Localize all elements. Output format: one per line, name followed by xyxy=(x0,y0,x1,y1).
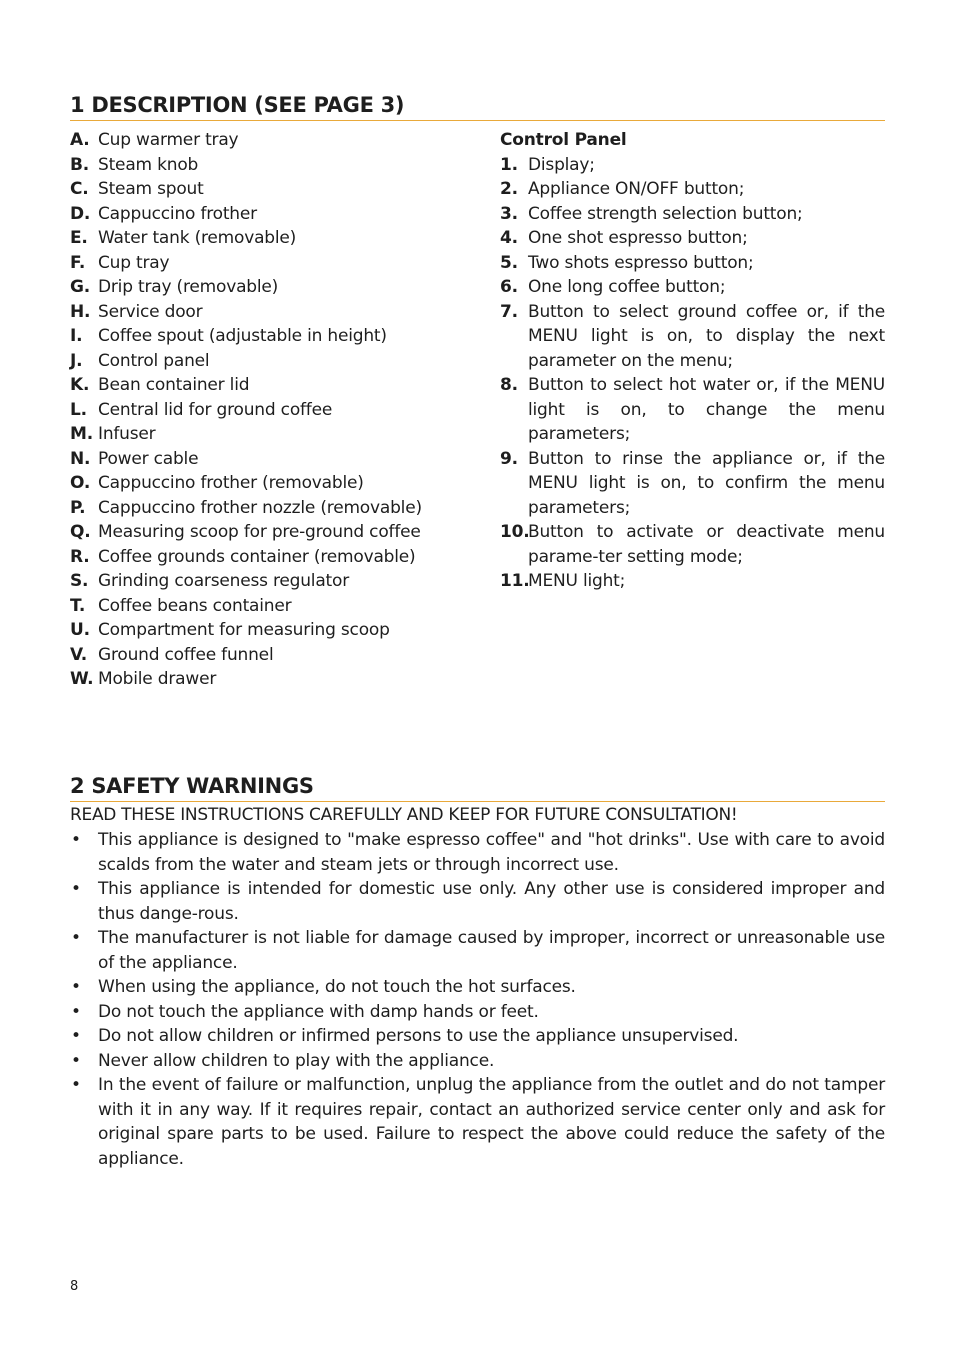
bullet-icon: • xyxy=(71,1026,81,1046)
list-item: P. Cappuccino frother nozzle (removable) xyxy=(70,497,422,518)
list-item: L. Central lid for ground coffee xyxy=(70,399,333,420)
list-item: M. Infuser xyxy=(70,424,156,444)
list-item: • This appliance is intended for domestic use only. Any other use is considered improper and thus dange-rous. xyxy=(71,879,885,924)
safety-intro: READ THESE INSTRUCTIONS CAREFULLY AND KEEP FOR FUTURE CONSULTATION! xyxy=(70,805,738,825)
list-item: 3. Coffee strength selection button; xyxy=(500,203,803,224)
list-item: R. Coffee grounds container (removable) xyxy=(70,546,416,567)
list-item: 8. Button to select hot water or, if the MENU light is on, to change the menu parameters; xyxy=(500,375,885,444)
list-item: V. Ground coffee funnel xyxy=(70,644,274,665)
list-item: I. Coffee spout (adjustable in height) xyxy=(70,326,387,346)
list-item: H. Service door xyxy=(70,301,203,322)
control-panel-block xyxy=(500,128,885,594)
list-item: W. Mobile drawer xyxy=(70,669,217,689)
safety-warnings-list xyxy=(70,828,885,1171)
list-item: C. Steam spout xyxy=(70,179,204,199)
list-item: 10. Button to activate or deactivate menu parame-ter setting mode; xyxy=(500,522,885,567)
control-panel-list xyxy=(500,153,885,594)
list-item: O. Cappuccino frother (removable) xyxy=(70,473,364,493)
page-number: 8 xyxy=(70,1279,79,1294)
list-item: T. Coffee beans container xyxy=(70,595,292,616)
section-description-title: 1 DESCRIPTION (SEE PAGE 3) xyxy=(70,92,885,121)
bullet-icon: • xyxy=(71,1050,81,1071)
list-item: • The manufacturer is not liable for damage caused by improper, incorrect or unreasonable use of the appliance. xyxy=(71,928,885,973)
list-item: • Do not touch the appliance with damp hands or feet. xyxy=(70,1000,885,1025)
list-item: 2. Appliance ON/OFF button; xyxy=(500,179,745,199)
list-item: 9. Button to rinse the appliance or, if the MENU light is on, to confirm the menu parameters; xyxy=(500,448,885,518)
bullet-icon: • xyxy=(71,977,81,997)
list-item: • This appliance is designed to "make espresso coffee" and "hot drinks". Use with care to avoid scalds from the water and steam jets or through incorrect use. xyxy=(71,830,885,875)
bullet-icon: • xyxy=(71,1001,81,1022)
list-item: K. Bean container lid xyxy=(70,375,250,395)
list-item: 4. One shot espresso button; xyxy=(500,228,748,248)
section-safety-title: 2 SAFETY WARNINGS xyxy=(70,773,885,802)
list-item: A. Cup warmer tray xyxy=(70,130,239,150)
list-item: • In the event of failure or malfunction, unplug the appliance from the outlet and do not tamper with it in any way. If it requires repair, contact an authorized service center only and ask for original spare parts to be used. Failure to respect the above could reduce the safety of the appliance. xyxy=(71,1075,885,1169)
list-item: U. Compartment for measuring scoop xyxy=(70,620,390,640)
bullet-icon: • xyxy=(71,879,81,899)
list-item: 5. Two shots espresso button; xyxy=(500,252,754,273)
list-item: 11. MENU light; xyxy=(500,571,626,591)
list-item: • Never allow children to play with the appliance. xyxy=(70,1049,885,1074)
list-item: G. Drip tray (removable) xyxy=(70,277,279,297)
list-item: 1. Display; xyxy=(500,154,595,175)
list-item: Q. Measuring scoop for pre-ground coffee xyxy=(70,522,421,542)
bullet-icon: • xyxy=(71,830,81,850)
list-item: S. Grinding coarseness regulator xyxy=(70,571,350,591)
parts-list xyxy=(70,128,480,692)
list-item: • Do not allow children or infirmed persons to use the appliance unsupervised. xyxy=(70,1024,885,1049)
list-item: 7. Button to select ground coffee or, if the MENU light is on, to display the next parameter on the menu; xyxy=(500,301,885,371)
bullet-icon: • xyxy=(71,1075,81,1095)
list-item: D. Cappuccino frother xyxy=(70,203,257,224)
list-item: N. Power cable xyxy=(70,448,199,469)
list-item: J. Control panel xyxy=(70,350,210,371)
list-item: 6. One long coffee button; xyxy=(500,277,726,297)
list-item: • When using the appliance, do not touch the hot surfaces. xyxy=(70,975,885,1000)
control-panel-title: Control Panel xyxy=(500,130,627,150)
bullet-icon: • xyxy=(71,928,81,948)
list-item: F. Cup tray xyxy=(70,252,170,273)
list-item: E. Water tank (removable) xyxy=(70,228,297,248)
list-item: B. Steam knob xyxy=(70,154,199,175)
